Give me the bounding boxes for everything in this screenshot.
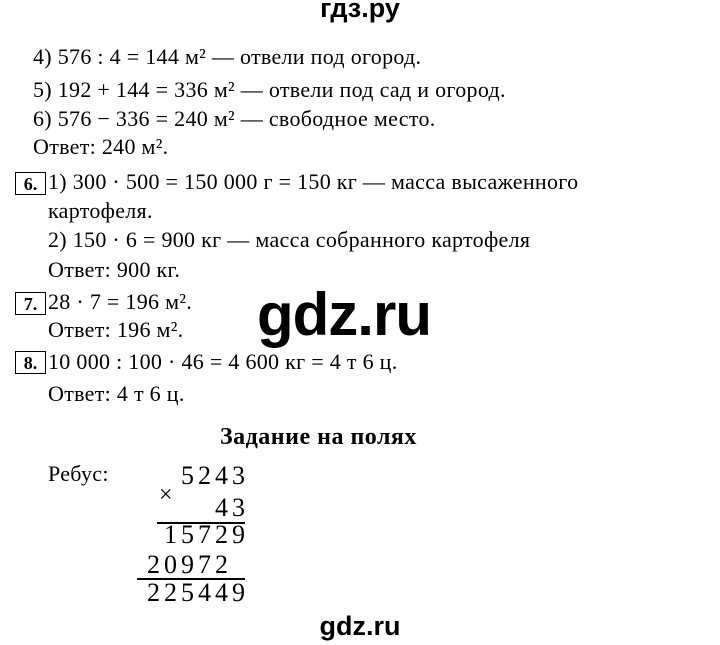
task6-number-box: 6. <box>15 172 46 195</box>
task8-answer: Ответ: 4 т 6 ц. <box>48 381 185 406</box>
margin-task-heading: Задание на полях <box>220 424 417 450</box>
task5-step-6: 6) 576 − 336 = 240 м² — свободное место. <box>33 106 436 131</box>
partial-product-1: 15729 <box>164 520 249 549</box>
task6-step1-wrap: картофеля. <box>48 198 153 223</box>
task5-answer: Ответ: 240 м². <box>33 134 169 159</box>
multiplier: 43 <box>215 493 249 522</box>
task5-step-5: 5) 192 + 144 = 336 м² — отвели под сад и огород. <box>33 77 506 102</box>
task8-solution: 10 000 : 100 · 46 = 4 600 кг = 4 т 6 ц. <box>48 349 398 374</box>
task7-number-box: 7. <box>15 292 46 315</box>
task5-step-4: 4) 576 : 4 = 144 м² — отвели под огород. <box>33 44 422 69</box>
final-product: 225449 <box>147 578 249 607</box>
gdz-watermark: gdz.ru <box>257 281 431 348</box>
task8-number-box: 8. <box>15 351 46 374</box>
task6-step2: 2) 150 · 6 = 900 кг — масса собранного картофеля <box>48 227 531 252</box>
task6-answer: Ответ: 900 кг. <box>48 257 181 282</box>
long-multiplication <box>137 456 249 616</box>
task7-answer: Ответ: 196 м². <box>48 317 184 342</box>
task7-solution: 28 · 7 = 196 м². <box>48 289 193 314</box>
multiplicand: 5243 <box>181 461 249 490</box>
task6-step1: 1) 300 · 500 = 150 000 г = 150 кг — масса высаженного <box>48 169 579 194</box>
partial-product-2: 20972 <box>147 550 232 579</box>
site-brand-footer: gdz.ru <box>319 611 401 641</box>
site-brand-header: гдз.ру <box>320 0 400 23</box>
rebus-label: Ребус: <box>48 461 109 486</box>
multiply-sign: × <box>159 482 173 508</box>
